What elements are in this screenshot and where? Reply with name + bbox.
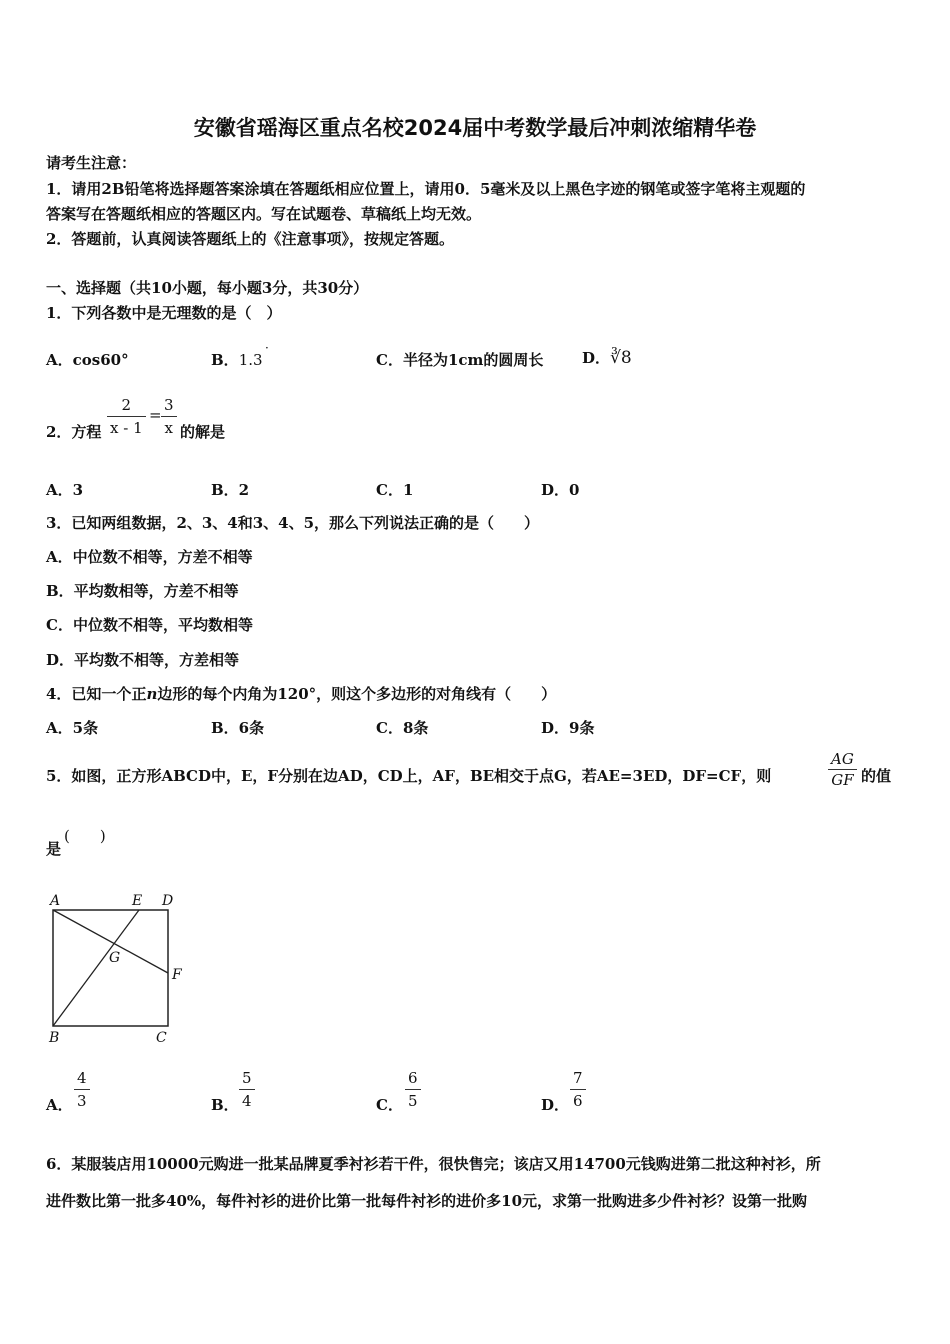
q4-stem-b: 边形的每个内角为120°，则这个多边形的对角线有（ ） — [157, 685, 557, 703]
label-b: B — [49, 1030, 60, 1046]
label-f: F — [172, 967, 182, 983]
q5-option-b-fraction — [239, 1067, 255, 1112]
q5-option-d-fraction — [570, 1067, 586, 1112]
q2-suffix: 的解是 — [180, 423, 226, 441]
q6-line-1: 6．某服装店用10000元购进一批某品牌夏季衬衫若干件，很快售完；该店又用14700元钱购进第二批这种衬衫，所 — [46, 1155, 821, 1173]
q2-fraction-1 — [107, 394, 146, 439]
notice-line-1b: 答案写在答题纸相应的答题区内。写在试题卷、草稿纸上均无效。 — [46, 205, 482, 223]
q1-option-b-math: 1.3 — [238, 351, 263, 369]
segment-be — [53, 910, 139, 1026]
q1-option-c: C．半径为1cm的圆周长 — [376, 351, 544, 369]
q2-f1-den: x - 1 — [110, 419, 143, 437]
notice-line-2: 2．答题前，认真阅读答题纸上的《注意事项》，按规定答题。 — [46, 230, 454, 248]
q2-prefix: 2．方程 — [46, 423, 102, 441]
q5-option-b-label: B． — [211, 1096, 239, 1114]
q2-option-c: C．1 — [376, 481, 414, 499]
q5-frac-num: AG — [828, 749, 857, 770]
q5-d-num: 7 — [570, 1067, 586, 1090]
square-abcd — [53, 910, 168, 1026]
q4-option-b: B．6条 — [211, 719, 265, 737]
notice-heading: 请考生注意： — [46, 154, 137, 172]
notice-line-1: 1．请用2B铅笔将选择题答案涂填在答题纸相应位置上，请用0．5毫米及以上黑色字迹的钢笔或签字笔将主观题的 — [46, 180, 806, 198]
q5-option-d-label: D． — [541, 1096, 570, 1114]
q5-option-a-label: A． — [46, 1096, 73, 1114]
q3-option-c: C．中位数不相等，平均数相等 — [46, 616, 253, 634]
q1-option-d-math: ∛8 — [610, 348, 632, 368]
label-g: G — [109, 950, 121, 966]
q1-stem: 1．下列各数中是无理数的是（ ） — [46, 304, 282, 322]
label-e: E — [132, 893, 143, 909]
q2-f1-num: 2 — [107, 394, 146, 417]
q2-fraction-2 — [161, 394, 177, 439]
q5-stem: 5．如图，正方形ABCD中，E，F分别在边AD，CD上，AF，BE相交于点G，若AE=3ED，DF=CF，则 — [46, 767, 772, 785]
q5-option-c-fraction — [405, 1067, 421, 1112]
q1-option-b — [211, 341, 269, 370]
q5-a-num: 4 — [74, 1067, 90, 1090]
q4-stem-n: n — [146, 685, 158, 703]
q4-stem — [46, 683, 556, 704]
label-c: C — [156, 1030, 167, 1046]
q2-option-a: A．3 — [46, 481, 84, 499]
page-title: 安徽省瑶海区重点名校2024届中考数学最后冲刺浓缩精华卷 — [193, 116, 757, 140]
q1-option-d-label: D． — [582, 349, 611, 367]
q3-stem: 3．已知两组数据，2、3、4和3、4、5，那么下列说法正确的是（ ） — [46, 514, 540, 532]
q5-b-den: 4 — [242, 1092, 252, 1110]
q1-option-d — [582, 347, 632, 368]
q5-stem-2: 是 — [46, 840, 62, 858]
q2-f2-den: x — [164, 419, 173, 437]
label-a: A — [50, 893, 61, 909]
q5-square-figure — [40, 885, 200, 1050]
q5-paren: ( ) — [64, 827, 106, 845]
q4-stem-a: 4．已知一个正 — [46, 685, 147, 703]
q5-c-den: 5 — [408, 1092, 418, 1110]
q2-option-b: B．2 — [211, 481, 250, 499]
q5-option-a-fraction — [74, 1067, 90, 1112]
q5-d-den: 6 — [573, 1092, 583, 1110]
q5-fraction — [828, 749, 857, 790]
q3-option-d: D．平均数不相等，方差相等 — [46, 651, 240, 669]
q1-option-b-label: B． — [211, 351, 239, 369]
q2-option-d: D．0 — [541, 481, 580, 499]
q5-a-den: 3 — [77, 1092, 87, 1110]
label-d: D — [162, 893, 174, 909]
q4-option-a: A．5条 — [46, 719, 99, 737]
q2-f2-num: 3 — [161, 394, 177, 417]
q1-option-a: A．cos60° — [46, 351, 129, 369]
q5-suffix: 的值 — [861, 767, 892, 785]
q4-option-d: D．9条 — [541, 719, 595, 737]
repeating-dot: · — [265, 341, 269, 355]
q6-line-2: 进件数比第一批多40%，每件衬衫的进价比第一批每件衬衫的进价多10元，求第一批购进多少件衬衫？设第一批购 — [46, 1192, 808, 1210]
section-heading: 一、选择题（共10小题，每小题3分，共30分） — [46, 279, 369, 297]
q5-frac-den: GF — [831, 771, 854, 789]
q5-b-num: 5 — [239, 1067, 255, 1090]
q5-option-c-label: C． — [376, 1096, 403, 1114]
q2-equals: = — [149, 406, 162, 424]
q4-option-c: C．8条 — [376, 719, 429, 737]
q5-c-num: 6 — [405, 1067, 421, 1090]
q3-option-b: B．平均数相等，方差不相等 — [46, 582, 239, 600]
q3-option-a: A．中位数不相等，方差不相等 — [46, 548, 253, 566]
